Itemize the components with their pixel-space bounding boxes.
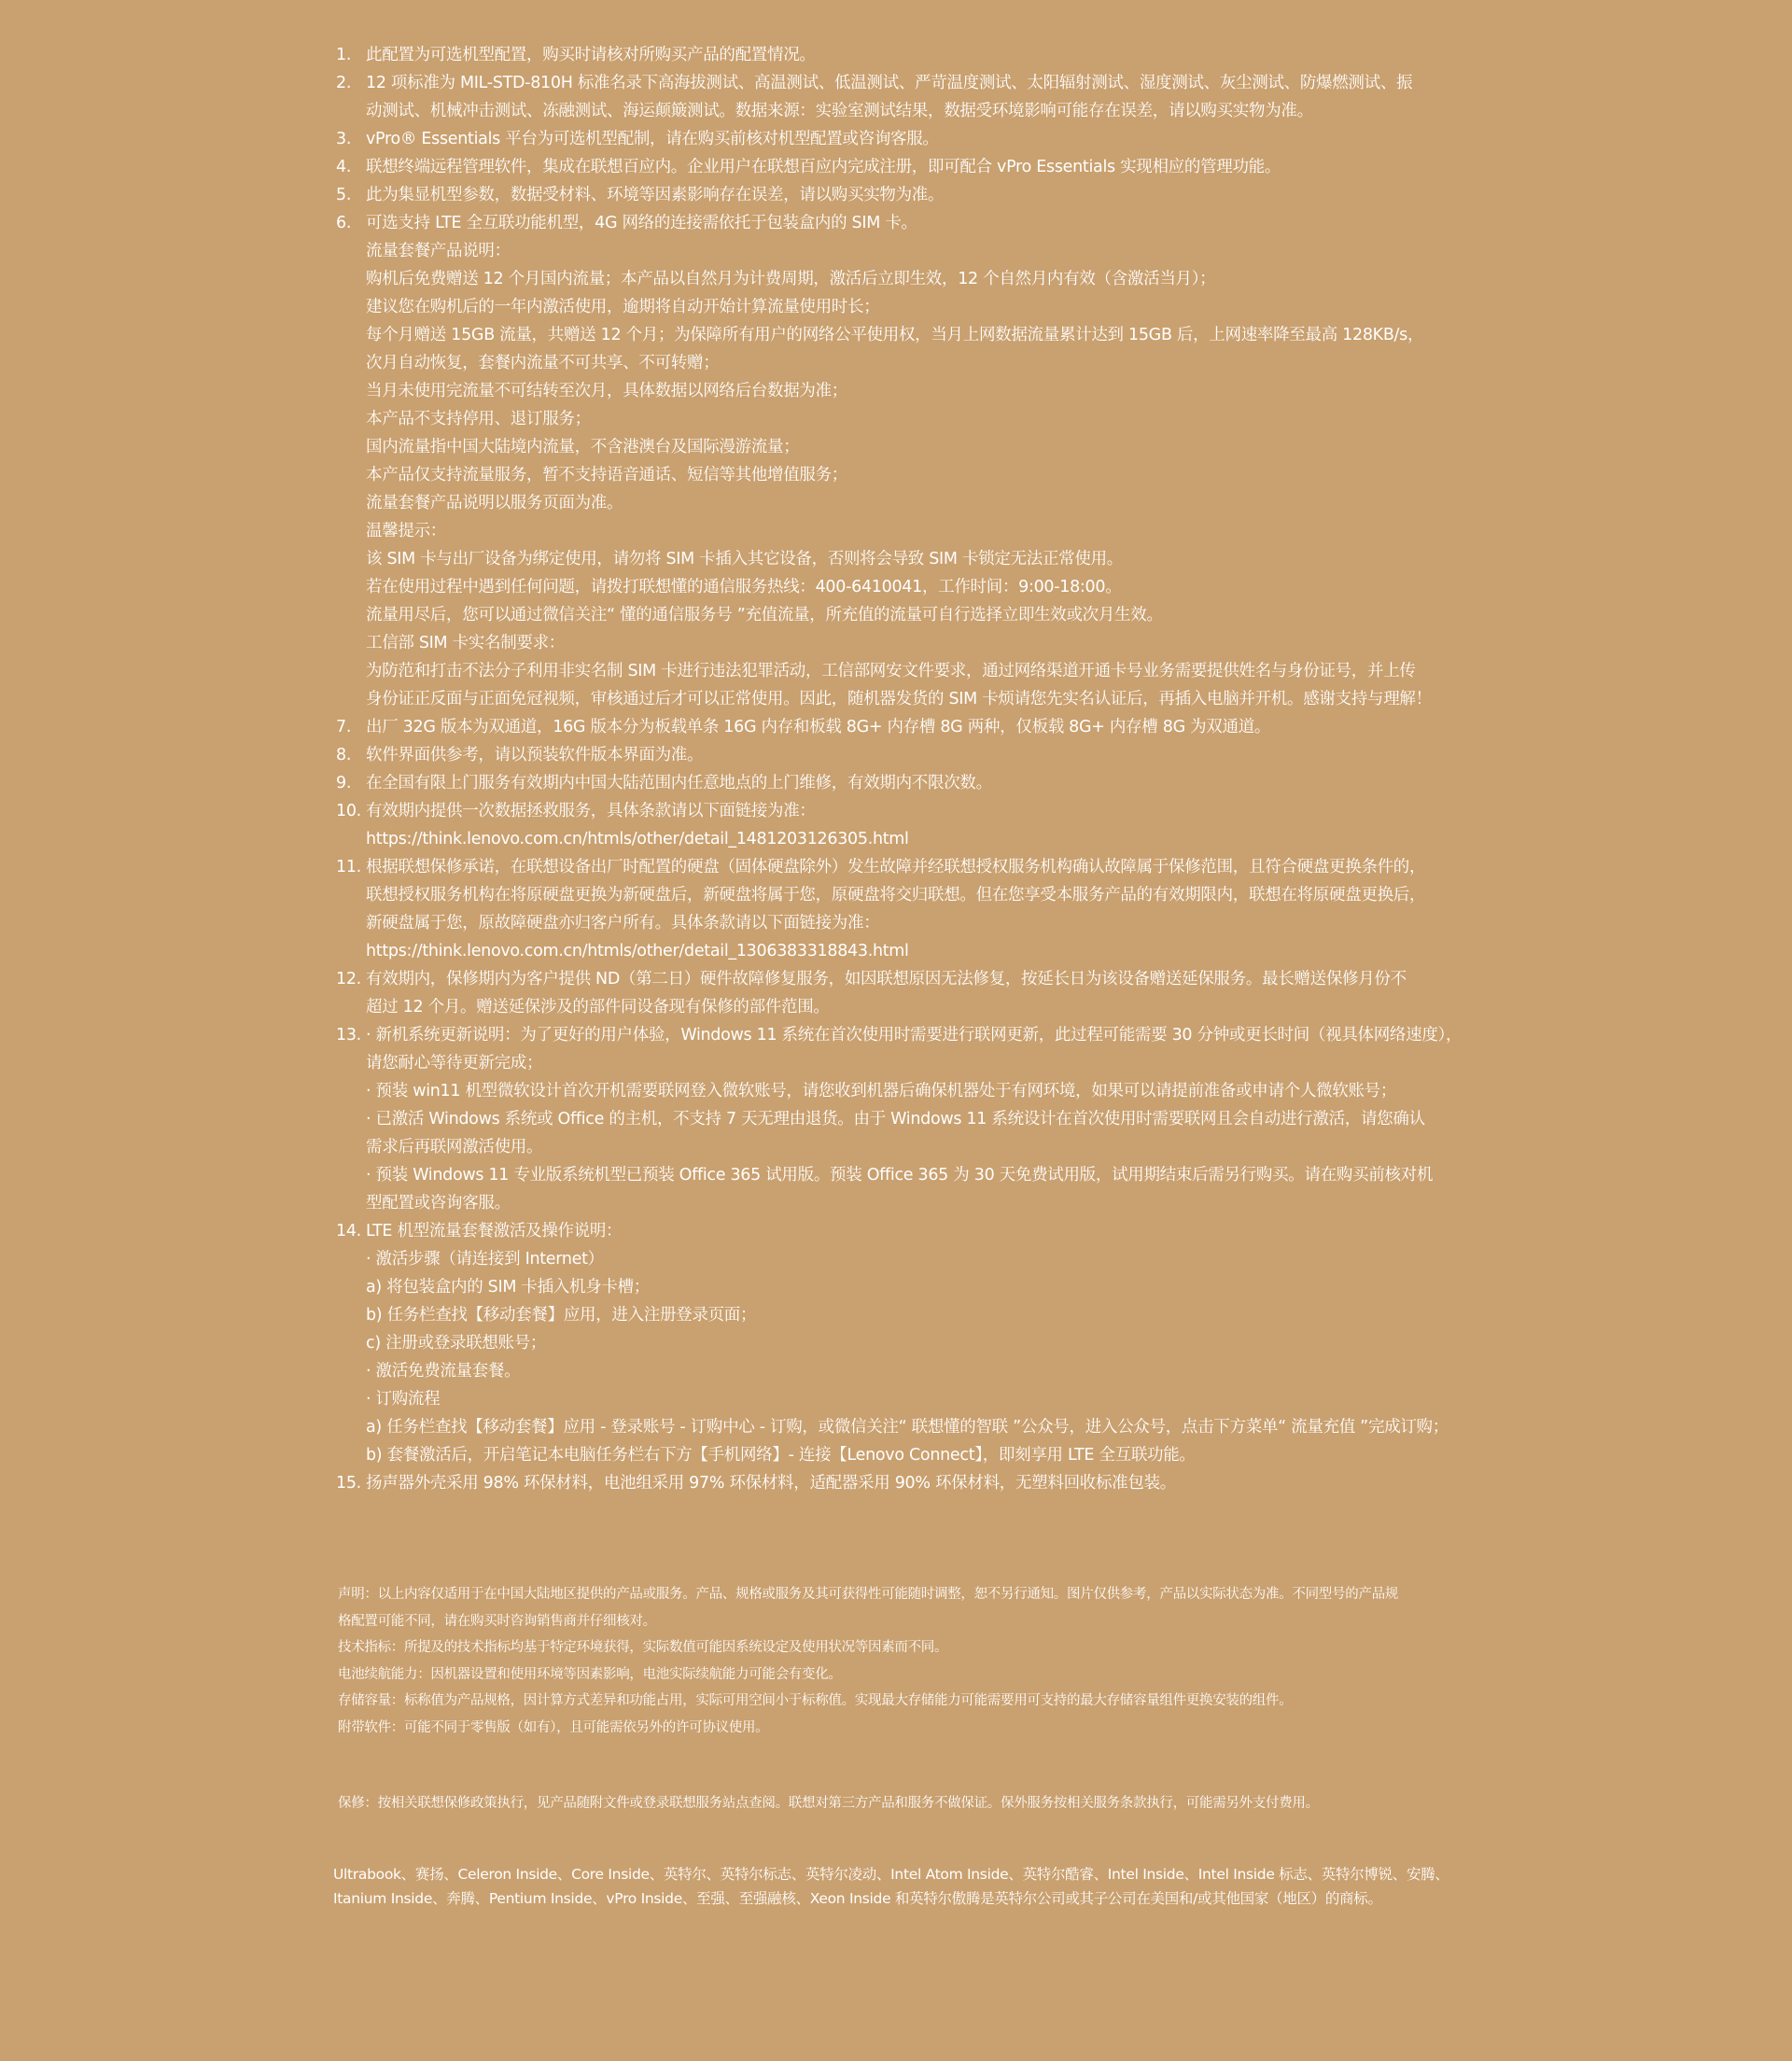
footnote-line: 本产品不支持停用、退订服务；: [366, 410, 591, 428]
footnote-line: 国内流量指中国大陆境内流量，不含港澳台及国际漫游流量；: [366, 438, 800, 456]
footnote-item: [336, 853, 1480, 965]
footnote-line: vPro® Essentials 平台为可选机型配制，请在购买前核对机型配置或咨询客服。: [366, 130, 939, 148]
footnote-number: 12.: [336, 970, 361, 988]
footnote-line: · 预装 Windows 11 专业版系统机型已预装 Office 365 试用版。预装 Office 365 为 30 天免费试用版，试用期结束后需另行购买。请在购买前核对机: [366, 1166, 1434, 1185]
footnote-line: 流量套餐产品说明：: [366, 242, 511, 260]
footnote-line: · 激活免费流量套餐。: [366, 1362, 521, 1381]
footnote-line: 需求后再联网激活使用。: [366, 1138, 543, 1157]
footnote-item: [336, 1021, 1480, 1217]
footnote-item: [336, 1217, 1480, 1469]
footnote-line: · 已激活 Windows 系统或 Office 的主机，不支持 7 天无理由退货。由于 Windows 11 系统设计在首次使用时需要联网且会自动进行激活，请您确认: [366, 1110, 1425, 1129]
footnote-number: 2.: [336, 74, 352, 92]
footnote-item: [336, 125, 1480, 153]
footnote-number: 14.: [336, 1222, 361, 1241]
footnote-number: 4.: [336, 158, 352, 176]
footnote-item: [336, 69, 1480, 125]
footnote-number: 3.: [336, 130, 352, 148]
footnote-line: 在全国有限上门服务有效期内中国大陆范围内任意地点的上门维修，有效期内不限次数。: [366, 774, 992, 792]
footnote-line: 可选支持 LTE 全互联功能机型，4G 网络的连接需依托于包装盒内的 SIM 卡。: [366, 214, 917, 232]
disclaimer-line: 存储容量：标称值为产品规格，因计算方式差异和功能占用，实际可用空间小于标称值。实现最大存储能力可能需要用可支持的最大存储容量组件更换安装的组件。: [338, 1693, 1293, 1709]
footnote-line: 工信部 SIM 卡实名制要求：: [366, 634, 565, 652]
footnote-line: 有效期内，保修期内为客户提供 ND（第二日）硬件故障修复服务，如因联想原因无法修复，按延长日为该设备赠送延保服务。最长赠送保修月份不: [366, 970, 1407, 988]
footnote-line: https://think.lenovo.com.cn/htmls/other/detail_1306383318843.html: [366, 942, 909, 960]
footnote-line: 型配置或咨询客服。: [366, 1194, 511, 1213]
footnote-number: 11.: [336, 858, 361, 876]
footnote-line: · 订购流程: [366, 1390, 441, 1409]
footnote-item: [336, 741, 1480, 769]
footnote-line: a) 将包装盒内的 SIM 卡插入机身卡槽；: [366, 1278, 651, 1297]
trademark-notice: [333, 1863, 1463, 1911]
footnote-line: 身份证正反面与正面免冠视频，审核通过后才可以正常使用。因此，随机器发货的 SIM 卡烦请您先实名认证后，再插入电脑并开机。感谢支持与理解！: [366, 690, 1432, 708]
footnote-line: 出厂 32G 版本为双通道，16G 版本分为板载单条 16G 内存和板载 8G+ 内存槽 8G 两种，仅板载 8G+ 内存槽 8G 为双通道。: [366, 718, 1271, 736]
footnote-item: [336, 181, 1480, 209]
footnote-line: 动测试、机械冲击测试、冻融测试、海运颠簸测试。数据来源：实验室测试结果，数据受环境影响可能存在误差，请以购买实物为准。: [366, 102, 1313, 120]
footnote-line: 购机后免费赠送 12 个月国内流量；本产品以自然月为计费周期，激活后立即生效，12 个自然月内有效（含激活当月）；: [366, 270, 1216, 288]
footnote-line: 软件界面供参考，请以预装软件版本界面为准。: [366, 746, 704, 764]
disclaimer-line: 电池续航能力：因机器设置和使用环境等因素影响，电池实际续航能力可能会有变化。: [338, 1666, 842, 1682]
footnote-line: LTE 机型流量套餐激活及操作说明：: [366, 1222, 623, 1241]
footnote-line: 有效期内提供一次数据拯救服务，具体条款请以下面链接为准：: [366, 802, 816, 820]
footnote-line: 根据联想保修承诺，在联想设备出厂时配置的硬盘（固体硬盘除外）发生故障并经联想授权服务机构确认故障属于保修范围，且符合硬盘更换条件的，: [366, 858, 1426, 876]
footnote-number: 8.: [336, 746, 352, 764]
disclaimer-line: 附带软件：可能不同于零售版（如有），且可能需依另外的许可协议使用。: [338, 1719, 769, 1735]
footnote-line: 联想终端远程管理软件，集成在联想百应内。企业用户在联想百应内完成注册，即可配合 vPro Essentials 实现相应的管理功能。: [366, 158, 1281, 176]
disclaimer-line: 格配置可能不同，请在购买时咨询销售商并仔细核对。: [338, 1613, 656, 1629]
footnote-line: 若在使用过程中遇到任何问题，请拨打联想懂的通信服务热线：400-6410041，工作时间：9:00-18:00。: [366, 578, 1122, 596]
disclaimer-line: 技术指标：所提及的技术指标均基于特定环境获得，实际数值可能因系统设定及使用状况等因素而不同。: [338, 1640, 948, 1656]
footnote-line: · 新机系统更新说明：为了更好的用户体验，Windows 11 系统在首次使用时需要进行联网更新，此过程可能需要 30 分钟或更长时间（视具体网络速度），: [366, 1026, 1463, 1045]
footnote-item: [336, 965, 1480, 1021]
footnote-line: 此为集显机型参数，数据受材料、环境等因素影响存在误差，请以购买实物为准。: [366, 186, 945, 204]
footnote-line: 12 项标准为 MIL-STD-810H 标准名录下高海拔测试、高温测试、低温测试、严苛温度测试、太阳辐射测试、湿度测试、灰尘测试、防爆燃测试、振: [366, 74, 1413, 92]
footnote-line: · 预装 win11 机型微软设计首次开机需要联网登入微软账号，请您收到机器后确保机器处于有网环境，如果可以请提前准备或申请个人微软账号；: [366, 1082, 1397, 1101]
footnote-item: [336, 797, 1480, 853]
footnote-line: b) 任务栏查找【移动套餐】应用，进入注册登录页面；: [366, 1306, 757, 1325]
footnote-line: · 激活步骤（请连接到 Internet）: [366, 1250, 604, 1269]
trademark-line: Itanium Inside、奔腾、Pentium Inside、vPro Inside、至强、至强融核、Xeon Inside 和英特尔傲腾是英特尔公司或其子公司在美国和/或其他国家（地区）的商标。: [333, 1889, 1382, 1907]
footnote-line: 温馨提示：: [366, 522, 446, 540]
footnote-line: 为防范和打击不法分子利用非实名制 SIM 卡进行违法犯罪活动，工信部网安文件要求，通过网络渠道开通卡号业务需要提供姓名与身份证号，并上传: [366, 662, 1416, 680]
footnote-number: 10.: [336, 802, 361, 820]
footnote-line: 流量套餐产品说明以服务页面为准。: [366, 494, 623, 512]
footnote-number: 6.: [336, 214, 352, 232]
disclaimer-block: [338, 1581, 1458, 1742]
footnote-line: 新硬盘属于您，原故障硬盘亦归客户所有。具体条款请以下面链接为准：: [366, 914, 880, 932]
footnote-number: 13.: [336, 1026, 361, 1045]
footnote-item: [336, 713, 1480, 741]
footnote-line: c) 注册或登录联想账号；: [366, 1334, 547, 1353]
footnote-item: [336, 41, 1480, 69]
footnote-line: b) 套餐激活后，开启笔记本电脑任务栏右下方【手机网络】- 连接【Lenovo Connect】，即刻享用 LTE 全互联功能。: [366, 1446, 1196, 1465]
footnote-item: [336, 209, 1480, 713]
footnotes-list: [336, 41, 1480, 1497]
footnote-line: 建议您在购机后的一年内激活使用，逾期将自动开始计算流量使用时长；: [366, 298, 880, 316]
footnote-line: 超过 12 个月。赠送延保涉及的部件同设备现有保修的部件范围。: [366, 998, 830, 1016]
footnote-number: 15.: [336, 1474, 361, 1493]
footnote-number: 7.: [336, 718, 352, 736]
footnote-line: 联想授权服务机构在将原硬盘更换为新硬盘后，新硬盘将属于您，原硬盘将交归联想。但在您享受本服务产品的有效期限内，联想在将原硬盘更换后，: [366, 886, 1426, 904]
footnote-line: 该 SIM 卡与出厂设备为绑定使用，请勿将 SIM 卡插入其它设备，否则将会导致 SIM 卡锁定无法正常使用。: [366, 550, 1123, 568]
footnote-line: 此配置为可选机型配置，购买时请核对所购买产品的配置情况。: [366, 46, 816, 64]
footnote-item: [336, 769, 1480, 797]
footnote-line: 请您耐心等待更新完成；: [366, 1054, 543, 1073]
footnote-line: 本产品仅支持流量服务，暂不支持语音通话、短信等其他增值服务；: [366, 466, 847, 484]
warranty-note: 保修：按相关联想保修政策执行，见产品随附文件或登录联想服务站点查阅。联想对第三方产品和服务不做保证。保外服务按相关服务条款执行，可能需另外支付费用。: [338, 1796, 1319, 1811]
footnote-number: 9.: [336, 774, 352, 792]
footnote-line: a) 任务栏查找【移动套餐】应用 - 登录账号 - 订购中心 - 订购，或微信关注“ 联想懂的智联 ”公众号，进入公众号，点击下方菜单“ 流量充值 ”完成订购；: [366, 1418, 1449, 1437]
footnote-number: 1.: [336, 46, 352, 64]
footnote-line: 流量用尽后，您可以通过微信关注“ 懂的通信服务号 ”充值流量，所充值的流量可自行选择立即生效或次月生效。: [366, 606, 1163, 624]
footnote-number: 5.: [336, 186, 352, 204]
footnote-line: 次月自动恢复，套餐内流量不可共享、不可转赠；: [366, 354, 720, 372]
footnote-item: [336, 153, 1480, 181]
trademark-line: Ultrabook、赛扬、Celeron Inside、Core Inside、英特尔、英特尔标志、英特尔凌动、Intel Atom Inside、英特尔酷睿、Intel Inside、Intel Inside 标志、英特尔博锐、安腾、: [333, 1866, 1449, 1883]
footnote-line: https://think.lenovo.com.cn/htmls/other/detail_1481203126305.html: [366, 830, 909, 848]
footnote-line: 当月未使用完流量不可结转至次月，具体数据以网络后台数据为准；: [366, 382, 847, 400]
footnote-line: 扬声器外壳采用 98% 环保材料，电池组采用 97% 环保材料，适配器采用 90% 环保材料，无塑料回收标准包装。: [366, 1474, 1176, 1493]
disclaimer-line: 声明：以上内容仅适用于在中国大陆地区提供的产品或服务。产品、规格或服务及其可获得性可能随时调整，恕不另行通知。图片仅供参考，产品以实际状态为准。不同型号的产品规: [338, 1587, 1398, 1602]
footnote-item: [336, 1469, 1480, 1497]
footnote-line: 每个月赠送 15GB 流量，共赠送 12 个月；为保障所有用户的网络公平使用权，当月上网数据流量累计达到 15GB 后，上网速率降至最高 128KB/s，: [366, 326, 1424, 344]
